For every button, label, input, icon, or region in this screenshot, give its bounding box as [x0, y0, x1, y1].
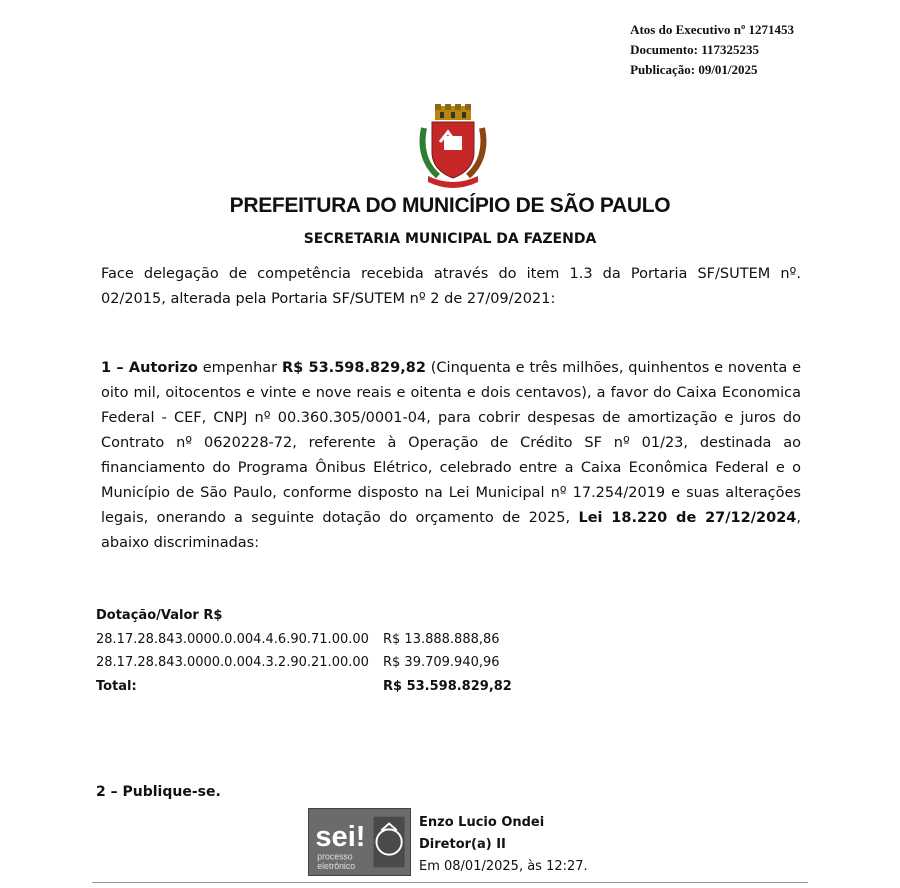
sei-logo-icon	[308, 808, 411, 876]
dotacao-value: R$ 13.888.888,86	[383, 631, 500, 647]
document-metadata	[630, 20, 794, 80]
item-1-amount: R$ 53.598.829,82	[281, 360, 426, 376]
table-row	[96, 628, 512, 652]
sao-paulo-coat-of-arms-icon	[418, 102, 488, 188]
dotacao-code: 28.17.28.843.0000.0.004.4.6.90.71.00.00	[96, 631, 369, 647]
sei-word: sei!	[315, 820, 366, 853]
publication-date: Publicação: 09/01/2025	[630, 62, 758, 77]
dotacao-table	[96, 604, 512, 698]
item-1-paragraph	[101, 356, 801, 556]
dotacao-total-row	[96, 675, 512, 699]
signature-date: Em 08/01/2025, às 12:27.	[419, 859, 588, 874]
acto-number: Atos do Executivo nº 1271453	[630, 22, 794, 37]
signer-role: Diretor(a) II	[419, 837, 506, 852]
item-1-text-a: empenhar	[197, 360, 282, 376]
dotacao-header: Dotação/Valor R$	[96, 608, 223, 623]
total-label: Total:	[96, 678, 137, 694]
bottom-divider	[92, 882, 808, 883]
item-2-publique: 2 – Publique-se.	[96, 784, 221, 800]
table-row	[96, 651, 512, 675]
item-1-text-c: , abaixo discriminadas:	[101, 510, 801, 551]
item-1-lead: 1 – Autorizo	[101, 360, 198, 376]
sei-line1: processo	[317, 851, 353, 862]
sei-line2: eletrônico	[317, 861, 356, 872]
page-title: PREFEITURA DO MUNICÍPIO DE SÃO PAULO	[229, 194, 671, 217]
intro-paragraph: Face delegação de competência recebida através do item 1.3 da Portaria SF/SUTEM nº. 02/2015, alterada pela Portaria SF/SUTEM nº 2 de 27/09/2021:	[101, 266, 801, 307]
dotacao-value: R$ 39.709.940,96	[383, 655, 500, 670]
item-1-text-b: (Cinquenta e três milhões, quinhentos e noventa e oito mil, oitocentos e vinte e nove reais e oitenta e dois centavos), a favor do Caixa Economica Federal - CEF, CNPJ nº 00.360.305/0001-04, para cobrir despesas de amortização e juros do Contrato nº 0620228-72, referente à Operação de Crédito SF nº 01/23, destinada ao financiamento do Programa Ônibus Elétrico, celebrado entre a Caixa Econômica Federal e o Município de São Paulo, conforme disposto na Lei Municipal nº 17.254/2019 e suas alterações legais, onerando a seguinte dotação do orçamento de 2025,	[101, 360, 801, 526]
signer-name: Enzo Lucio Ondei	[419, 815, 545, 830]
dotacao-code: 28.17.28.843.0000.0.004.3.2.90.21.00.00	[96, 655, 369, 670]
page-subtitle: SECRETARIA MUNICIPAL DA FAZENDA	[303, 231, 597, 247]
signature-block	[419, 812, 588, 878]
document-number: Documento: 117325235	[630, 42, 759, 57]
item-1-lei: Lei 18.220 de 27/12/2024	[578, 510, 797, 526]
total-value: R$ 53.598.829,82	[383, 678, 512, 694]
